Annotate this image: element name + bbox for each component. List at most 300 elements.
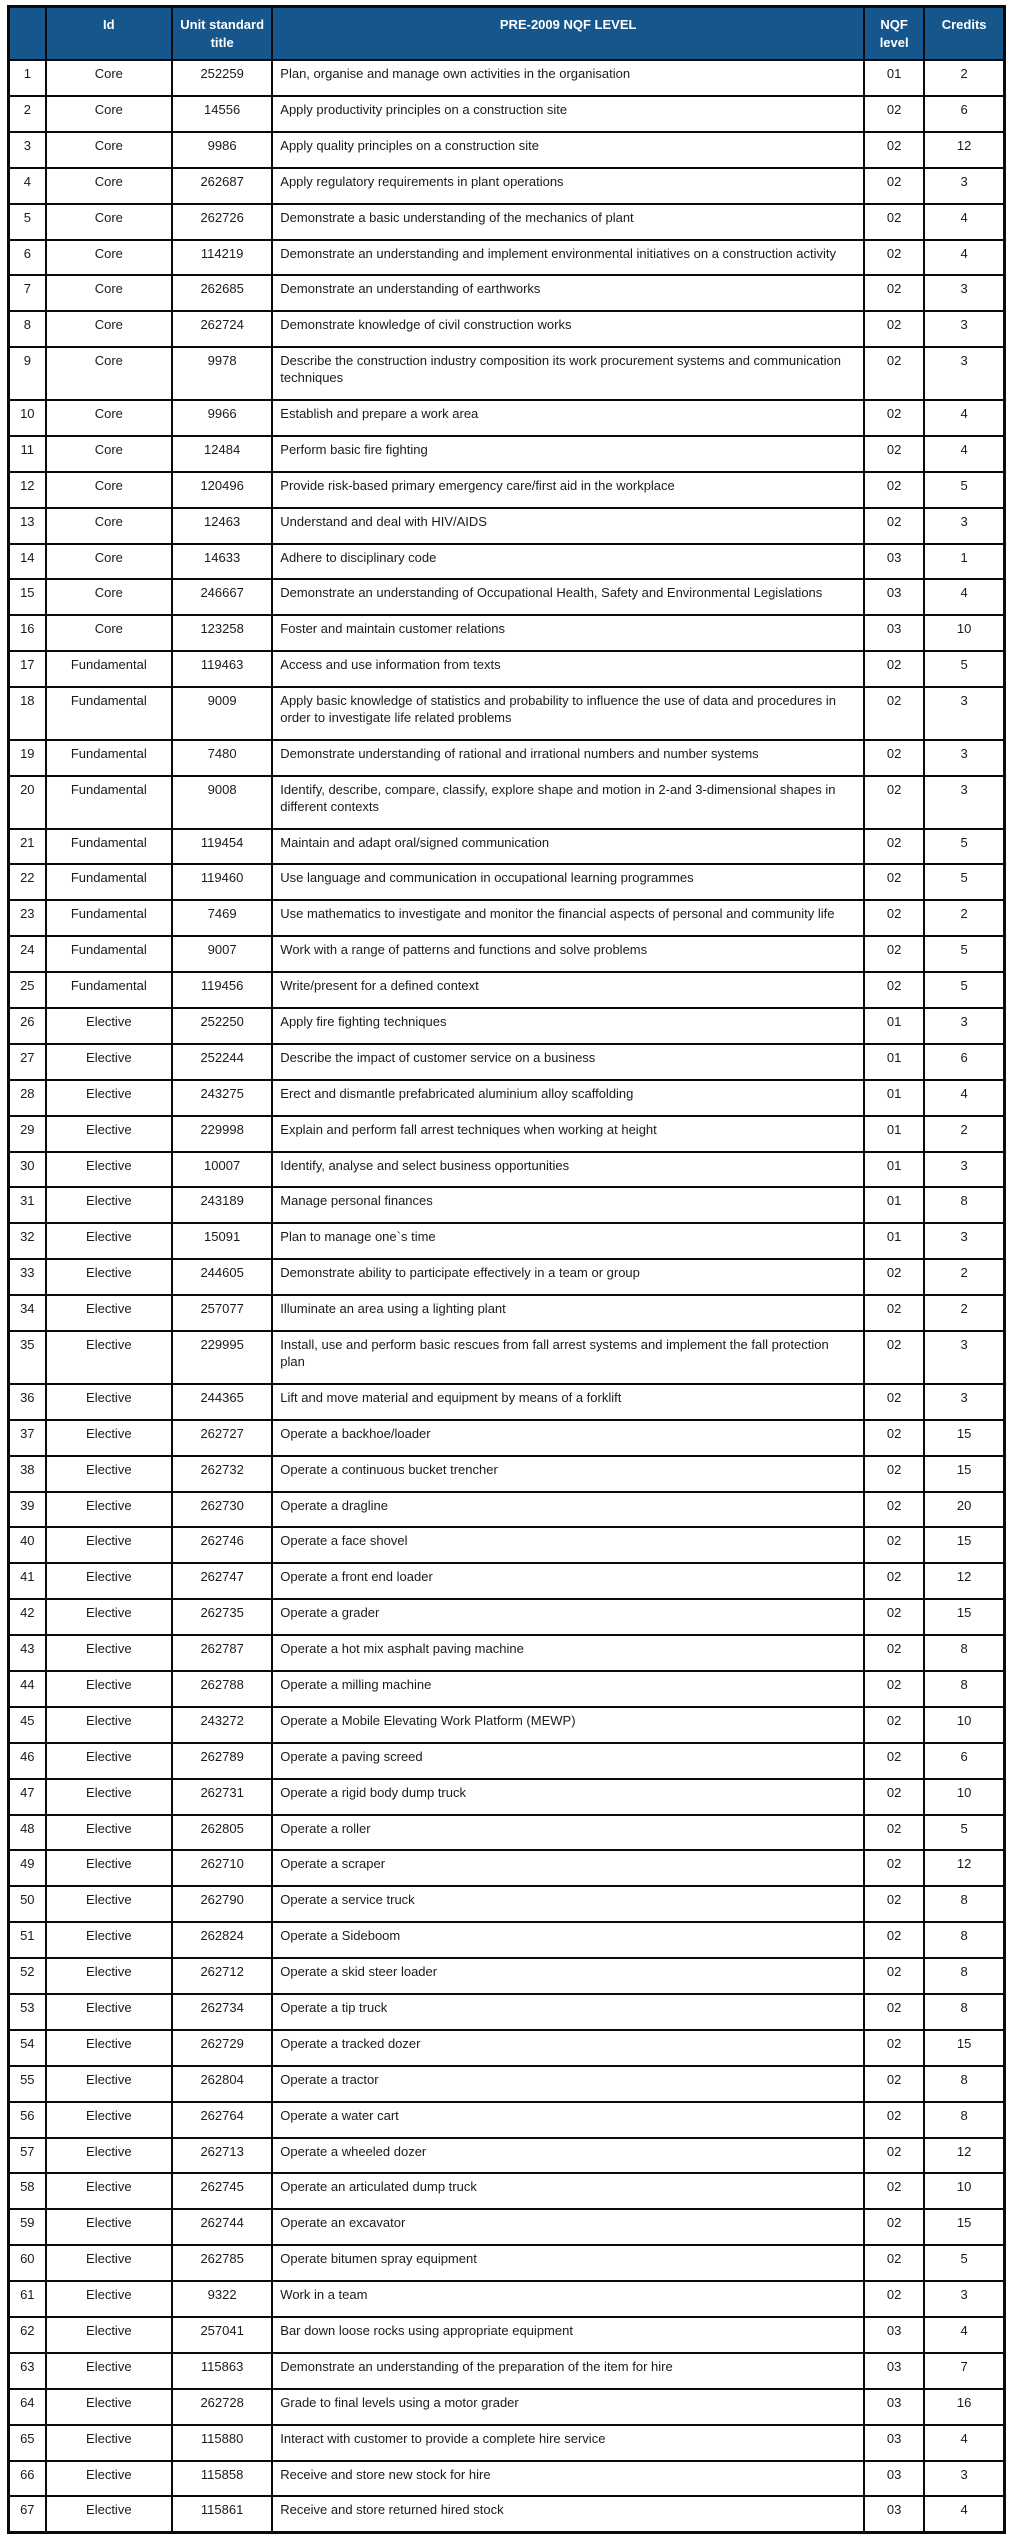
nqf-level-cell: 02 [864,347,924,400]
nqf-level-cell: 02 [864,1886,924,1922]
row-number-cell: 6 [9,240,46,276]
unit-standard-cell: 262787 [172,1635,272,1671]
title-cell: Grade to final levels using a motor grader [272,2389,864,2425]
nqf-level-cell: 02 [864,864,924,900]
unit-standard-cell: 262730 [172,1492,272,1528]
title-cell: Operate a service truck [272,1886,864,1922]
row-number-cell: 42 [9,1599,46,1635]
title-cell: Demonstrate an understanding of the preparation of the item for hire [272,2353,864,2389]
unit-standard-cell: 262734 [172,1994,272,2030]
row-number-cell: 12 [9,472,46,508]
unit-standard-cell: 252259 [172,60,272,96]
credits-cell: 2 [924,900,1004,936]
credits-cell: 15 [924,1527,1004,1563]
row-number-cell: 29 [9,1116,46,1152]
row-number-cell: 15 [9,579,46,615]
row-number-cell: 52 [9,1958,46,1994]
title-cell: Operate a tractor [272,2066,864,2102]
unit-standard-cell: 262724 [172,311,272,347]
credits-cell: 15 [924,1599,1004,1635]
credits-cell: 8 [924,1187,1004,1223]
row-number-cell: 30 [9,1152,46,1188]
nqf-level-cell: 02 [864,2030,924,2066]
row-number-cell: 38 [9,1456,46,1492]
unit-standard-cell: 115863 [172,2353,272,2389]
table-row [9,2425,1005,2461]
unit-standard-cell: 262764 [172,2102,272,2138]
table-row [9,936,1005,972]
table-row [9,1008,1005,1044]
unit-standard-cell: 15091 [172,1223,272,1259]
id-type-cell: Fundamental [46,829,172,865]
title-cell: Understand and deal with HIV/AIDS [272,508,864,544]
row-number-cell: 48 [9,1815,46,1851]
title-cell: Receive and store returned hired stock [272,2496,864,2532]
unit-standard-cell: 14556 [172,96,272,132]
unit-standard-cell: 262712 [172,1958,272,1994]
credits-cell: 10 [924,2173,1004,2209]
credits-cell: 10 [924,1779,1004,1815]
id-type-cell: Elective [46,1420,172,1456]
table-row [9,1958,1005,1994]
credits-cell: 5 [924,651,1004,687]
table-row [9,1187,1005,1223]
nqf-level-cell: 02 [864,1259,924,1295]
unit-standard-cell: 7480 [172,740,272,776]
row-number-cell: 63 [9,2353,46,2389]
unit-standard-cell: 246667 [172,579,272,615]
id-type-cell: Elective [46,2317,172,2353]
table-row [9,1044,1005,1080]
nqf-level-cell: 03 [864,615,924,651]
unit-standard-cell: 119463 [172,651,272,687]
row-number-cell: 37 [9,1420,46,1456]
nqf-level-cell: 02 [864,168,924,204]
unit-standard-cell: 262824 [172,1922,272,1958]
credits-cell: 6 [924,96,1004,132]
id-type-cell: Elective [46,1958,172,1994]
id-type-cell: Core [46,436,172,472]
table-row [9,2461,1005,2497]
row-number-cell: 60 [9,2245,46,2281]
unit-standard-cell: 262790 [172,1886,272,1922]
row-number-cell: 67 [9,2496,46,2532]
table-row [9,1743,1005,1779]
nqf-level-cell: 03 [864,2461,924,2497]
unit-standard-cell: 262789 [172,1743,272,1779]
id-type-cell: Fundamental [46,900,172,936]
nqf-level-cell: 02 [864,1384,924,1420]
id-type-cell: Core [46,544,172,580]
row-number-cell: 26 [9,1008,46,1044]
id-type-cell: Elective [46,1527,172,1563]
id-type-cell: Elective [46,1994,172,2030]
nqf-level-cell: 02 [864,651,924,687]
title-cell: Operate a wheeled dozer [272,2138,864,2174]
title-cell: Manage personal finances [272,1187,864,1223]
id-type-cell: Elective [46,1886,172,1922]
row-number-cell: 23 [9,900,46,936]
table-row [9,900,1005,936]
title-cell: Access and use information from texts [272,651,864,687]
credits-cell: 3 [924,275,1004,311]
nqf-level-cell: 03 [864,2353,924,2389]
unit-standard-cell: 115880 [172,2425,272,2461]
id-type-cell: Core [46,347,172,400]
nqf-level-cell: 02 [864,2245,924,2281]
row-number-cell: 58 [9,2173,46,2209]
id-type-cell: Core [46,168,172,204]
id-type-cell: Elective [46,2138,172,2174]
title-cell: Identify, analyse and select business opportunities [272,1152,864,1188]
row-number-cell: 46 [9,1743,46,1779]
credits-cell: 2 [924,1295,1004,1331]
nqf-level-cell: 02 [864,1707,924,1743]
table-row [9,2173,1005,2209]
nqf-level-cell: 03 [864,579,924,615]
unit-standard-cell: 244365 [172,1384,272,1420]
table-row [9,1850,1005,1886]
col-header-unit-standard-title: Unit standard title [172,7,272,61]
row-number-cell: 45 [9,1707,46,1743]
table-row [9,472,1005,508]
credits-cell: 15 [924,2209,1004,2245]
title-cell: Perform basic fire fighting [272,436,864,472]
title-cell: Demonstrate an understanding of Occupational Health, Safety and Environmental Legislations [272,579,864,615]
unit-standard-cell: 262785 [172,2245,272,2281]
unit-standard-cell: 119454 [172,829,272,865]
nqf-level-cell: 02 [864,1456,924,1492]
credits-cell: 12 [924,2138,1004,2174]
nqf-level-cell: 02 [864,936,924,972]
table-row [9,132,1005,168]
nqf-level-cell: 02 [864,2173,924,2209]
id-type-cell: Elective [46,1779,172,1815]
row-number-cell: 56 [9,2102,46,2138]
table-row [9,1599,1005,1635]
id-type-cell: Fundamental [46,687,172,740]
row-number-cell: 11 [9,436,46,472]
title-cell: Work with a range of patterns and functions and solve problems [272,936,864,972]
title-cell: Demonstrate knowledge of civil construction works [272,311,864,347]
nqf-level-cell: 01 [864,1223,924,1259]
table-row [9,1295,1005,1331]
id-type-cell: Fundamental [46,740,172,776]
table-row [9,1259,1005,1295]
id-type-cell: Elective [46,1599,172,1635]
table-row [9,1152,1005,1188]
table-row [9,436,1005,472]
table-row [9,347,1005,400]
id-type-cell: Elective [46,1563,172,1599]
unit-standard-cell: 12463 [172,508,272,544]
table-row [9,1922,1005,1958]
table-row [9,740,1005,776]
credits-cell: 8 [924,2102,1004,2138]
unit-standard-cell: 257041 [172,2317,272,2353]
table-row [9,2496,1005,2532]
row-number-cell: 21 [9,829,46,865]
unit-standard-cell: 9009 [172,687,272,740]
title-cell: Demonstrate an understanding and implement environmental initiatives on a construction activity [272,240,864,276]
title-cell: Operate a tracked dozer [272,2030,864,2066]
title-cell: Operate a face shovel [272,1527,864,1563]
nqf-level-cell: 01 [864,1008,924,1044]
credits-cell: 2 [924,1259,1004,1295]
row-number-cell: 57 [9,2138,46,2174]
unit-standard-cell: 262746 [172,1527,272,1563]
nqf-level-cell: 02 [864,275,924,311]
table-row [9,1635,1005,1671]
row-number-cell: 18 [9,687,46,740]
row-number-cell: 16 [9,615,46,651]
nqf-level-cell: 01 [864,1187,924,1223]
unit-standard-cell: 9008 [172,776,272,829]
title-cell: Illuminate an area using a lighting plant [272,1295,864,1331]
nqf-level-cell: 02 [864,472,924,508]
row-number-cell: 7 [9,275,46,311]
id-type-cell: Elective [46,1116,172,1152]
unit-standard-cell: 10007 [172,1152,272,1188]
id-type-cell: Elective [46,1671,172,1707]
nqf-level-cell: 02 [864,1850,924,1886]
title-cell: Operate a water cart [272,2102,864,2138]
row-number-cell: 14 [9,544,46,580]
unit-standard-cell: 262710 [172,1850,272,1886]
table-row [9,1815,1005,1851]
id-type-cell: Core [46,472,172,508]
row-number-cell: 4 [9,168,46,204]
id-type-cell: Elective [46,1008,172,1044]
title-cell: Operate an excavator [272,2209,864,2245]
id-type-cell: Elective [46,2461,172,2497]
title-cell: Plan, organise and manage own activities in the organisation [272,60,864,96]
row-number-cell: 10 [9,400,46,436]
id-type-cell: Elective [46,2209,172,2245]
col-header-pre-2009-nqf-level: PRE-2009 NQF LEVEL [272,7,864,61]
id-type-cell: Elective [46,1187,172,1223]
credits-cell: 3 [924,1008,1004,1044]
table-row [9,1707,1005,1743]
row-number-cell: 20 [9,776,46,829]
id-type-cell: Elective [46,2496,172,2532]
table-row [9,1331,1005,1384]
nqf-level-cell: 02 [864,2066,924,2102]
credits-cell: 12 [924,132,1004,168]
nqf-level-cell: 02 [864,1671,924,1707]
nqf-level-cell: 02 [864,1958,924,1994]
credits-cell: 3 [924,508,1004,544]
title-cell: Write/present for a defined context [272,972,864,1008]
credits-cell: 4 [924,400,1004,436]
unit-standard-cell: 262713 [172,2138,272,2174]
table-row [9,508,1005,544]
row-number-cell: 49 [9,1850,46,1886]
unit-standard-cell: 120496 [172,472,272,508]
row-number-cell: 35 [9,1331,46,1384]
credits-cell: 8 [924,2066,1004,2102]
credits-cell: 3 [924,311,1004,347]
credits-cell: 3 [924,1223,1004,1259]
table-row [9,2389,1005,2425]
table-row [9,275,1005,311]
table-row [9,2209,1005,2245]
nqf-level-cell: 02 [864,776,924,829]
id-type-cell: Elective [46,1707,172,1743]
credits-cell: 4 [924,240,1004,276]
table-row [9,1420,1005,1456]
id-type-cell: Elective [46,1152,172,1188]
table-row [9,544,1005,580]
unit-standard-cell: 262804 [172,2066,272,2102]
row-number-cell: 55 [9,2066,46,2102]
title-cell: Receive and store new stock for hire [272,2461,864,2497]
table-row [9,240,1005,276]
id-type-cell: Elective [46,1223,172,1259]
title-cell: Operate a dragline [272,1492,864,1528]
table-row [9,972,1005,1008]
row-number-cell: 25 [9,972,46,1008]
table-row [9,1080,1005,1116]
id-type-cell: Core [46,204,172,240]
id-type-cell: Elective [46,1743,172,1779]
row-number-cell: 31 [9,1187,46,1223]
title-cell: Operate a scraper [272,1850,864,1886]
unit-standard-cell: 252250 [172,1008,272,1044]
title-cell: Use mathematics to investigate and monitor the financial aspects of personal and community life [272,900,864,936]
row-number-cell: 54 [9,2030,46,2066]
unit-standard-cell: 262732 [172,1456,272,1492]
id-type-cell: Elective [46,1384,172,1420]
col-header-nqf-level: NQF level [864,7,924,61]
credits-cell: 3 [924,2281,1004,2317]
table-row [9,2030,1005,2066]
credits-cell: 12 [924,1563,1004,1599]
credits-cell: 8 [924,1671,1004,1707]
id-type-cell: Fundamental [46,972,172,1008]
nqf-level-cell: 02 [864,1994,924,2030]
id-type-cell: Elective [46,1080,172,1116]
table-row [9,687,1005,740]
row-number-cell: 39 [9,1492,46,1528]
credits-cell: 3 [924,687,1004,740]
id-type-cell: Elective [46,2281,172,2317]
title-cell: Operate a milling machine [272,1671,864,1707]
row-number-cell: 62 [9,2317,46,2353]
nqf-level-cell: 02 [864,240,924,276]
credits-cell: 2 [924,60,1004,96]
table-row [9,1563,1005,1599]
unit-standard-cell: 9322 [172,2281,272,2317]
row-number-cell: 47 [9,1779,46,1815]
nqf-level-cell: 02 [864,1922,924,1958]
row-number-cell: 33 [9,1259,46,1295]
id-type-cell: Elective [46,1815,172,1851]
id-type-cell: Elective [46,1044,172,1080]
credits-cell: 8 [924,1886,1004,1922]
title-cell: Identify, describe, compare, classify, explore shape and motion in 2-and 3-dimensional shapes in different contexts [272,776,864,829]
title-cell: Plan to manage one`s time [272,1223,864,1259]
row-number-cell: 40 [9,1527,46,1563]
nqf-level-cell: 03 [864,2496,924,2532]
row-number-cell: 59 [9,2209,46,2245]
nqf-level-cell: 02 [864,96,924,132]
title-cell: Operate a backhoe/loader [272,1420,864,1456]
credits-cell: 4 [924,436,1004,472]
table-row [9,60,1005,96]
unit-standards-table [7,5,1006,2534]
id-type-cell: Fundamental [46,864,172,900]
title-cell: Operate an articulated dump truck [272,2173,864,2209]
title-cell: Operate a roller [272,1815,864,1851]
title-cell: Foster and maintain customer relations [272,615,864,651]
credits-cell: 12 [924,1850,1004,1886]
nqf-level-cell: 01 [864,1116,924,1152]
table-row [9,1779,1005,1815]
table-row [9,168,1005,204]
nqf-level-cell: 02 [864,1527,924,1563]
nqf-level-cell: 02 [864,1420,924,1456]
row-number-cell: 19 [9,740,46,776]
table-row [9,2102,1005,2138]
title-cell: Apply productivity principles on a construction site [272,96,864,132]
credits-cell: 10 [924,1707,1004,1743]
credits-cell: 4 [924,2425,1004,2461]
id-type-cell: Elective [46,1922,172,1958]
table-row [9,2353,1005,2389]
row-number-cell: 28 [9,1080,46,1116]
id-type-cell: Elective [46,2102,172,2138]
id-type-cell: Fundamental [46,651,172,687]
unit-standard-cell: 229995 [172,1331,272,1384]
id-type-cell: Core [46,275,172,311]
nqf-level-cell: 01 [864,1152,924,1188]
title-cell: Demonstrate understanding of rational and irrational numbers and number systems [272,740,864,776]
table-row [9,864,1005,900]
credits-cell: 5 [924,2245,1004,2281]
nqf-level-cell: 02 [864,1779,924,1815]
id-type-cell: Core [46,132,172,168]
row-number-cell: 22 [9,864,46,900]
row-number-cell: 43 [9,1635,46,1671]
nqf-level-cell: 02 [864,1599,924,1635]
credits-cell: 8 [924,1958,1004,1994]
title-cell: Apply regulatory requirements in plant operations [272,168,864,204]
unit-standard-cell: 262729 [172,2030,272,2066]
title-cell: Operate a Sideboom [272,1922,864,1958]
id-type-cell: Elective [46,1492,172,1528]
id-type-cell: Elective [46,1850,172,1886]
title-cell: Describe the impact of customer service on a business [272,1044,864,1080]
unit-standard-cell: 262728 [172,2389,272,2425]
nqf-level-cell: 02 [864,1815,924,1851]
credits-cell: 3 [924,347,1004,400]
unit-standard-cell: 123258 [172,615,272,651]
nqf-level-cell: 02 [864,1743,924,1779]
table-row [9,1492,1005,1528]
title-cell: Apply quality principles on a construction site [272,132,864,168]
credits-cell: 5 [924,829,1004,865]
id-type-cell: Core [46,96,172,132]
unit-standard-cell: 243272 [172,1707,272,1743]
unit-standard-cell: 119456 [172,972,272,1008]
credits-cell: 2 [924,1116,1004,1152]
row-number-cell: 41 [9,1563,46,1599]
unit-standard-cell: 229998 [172,1116,272,1152]
unit-standard-cell: 262731 [172,1779,272,1815]
unit-standard-cell: 252244 [172,1044,272,1080]
title-cell: Demonstrate a basic understanding of the mechanics of plant [272,204,864,240]
